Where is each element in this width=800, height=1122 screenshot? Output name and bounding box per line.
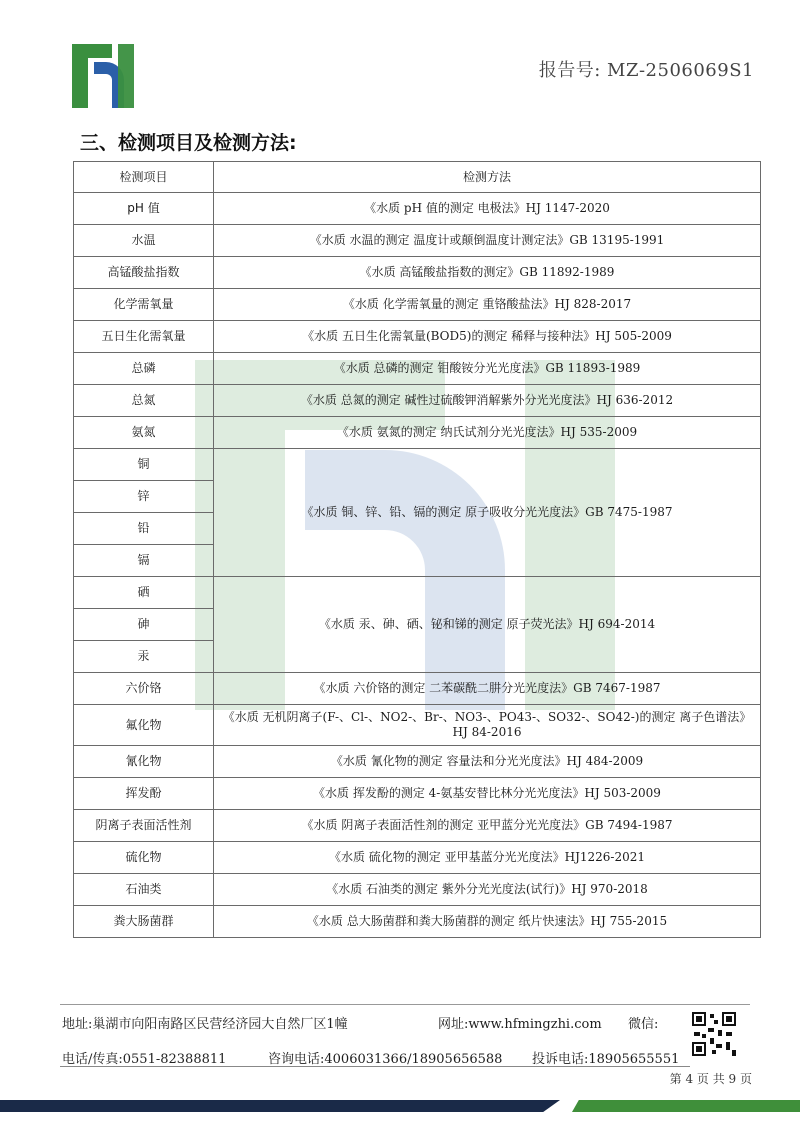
item-cell: 氟化物 [74, 705, 214, 746]
table-row [74, 193, 761, 225]
item-cell: pH 值 [74, 193, 214, 225]
item-cell: 化学需氧量 [74, 289, 214, 321]
footer-divider [60, 1004, 750, 1005]
table-row [74, 673, 761, 705]
item-cell: 硒 [74, 577, 214, 609]
table-row [74, 842, 761, 874]
item-cell: 氨氮 [74, 417, 214, 449]
table-row [74, 746, 761, 778]
header-method: 检测方法 [214, 162, 761, 193]
item-cell: 六价铬 [74, 673, 214, 705]
company-logo [70, 40, 136, 110]
method-cell: 《水质 化学需氧量的测定 重铬酸盐法》HJ 828-2017 [214, 289, 761, 321]
header-item: 检测项目 [74, 162, 214, 193]
item-cell: 挥发酚 [74, 778, 214, 810]
table-row [74, 353, 761, 385]
table-row [74, 906, 761, 938]
item-cell: 铅 [74, 513, 214, 545]
report-number-value: MZ-2506069S1 [607, 60, 754, 81]
item-cell: 总磷 [74, 353, 214, 385]
methods-table [73, 161, 761, 938]
method-cell: 《水质 无机阴离子(F-、Cl-、NO2-、Br-、NO3-、PO43-、SO32-、SO42-)的测定 离子色谱法》HJ 84-2016 [214, 705, 761, 746]
method-cell: 《水质 高锰酸盐指数的测定》GB 11892-1989 [214, 257, 761, 289]
item-cell: 汞 [74, 641, 214, 673]
method-cell: 《水质 总氮的测定 碱性过硫酸钾消解紫外分光光度法》HJ 636-2012 [214, 385, 761, 417]
footer-wechat: 微信: [628, 1017, 659, 1032]
report-number-label: 报告号: [538, 60, 601, 81]
method-cell: 《水质 阴离子表面活性剂的测定 亚甲蓝分光光度法》GB 7494-1987 [214, 810, 761, 842]
item-cell: 砷 [74, 609, 214, 641]
item-cell: 硫化物 [74, 842, 214, 874]
footer-complaint: 投诉电话:18905655551 [532, 1052, 680, 1067]
method-cell: 《水质 硫化物的测定 亚甲基蓝分光光度法》HJ1226-2021 [214, 842, 761, 874]
method-cell: 《水质 水温的测定 温度计或颠倒温度计测定法》GB 13195-1991 [214, 225, 761, 257]
table-row [74, 417, 761, 449]
table-row [74, 289, 761, 321]
table-row [74, 225, 761, 257]
footer-underline [60, 1066, 690, 1067]
item-cell: 阴离子表面活性剂 [74, 810, 214, 842]
qr-code-icon [690, 1010, 738, 1058]
method-cell: 《水质 氰化物的测定 容量法和分光光度法》HJ 484-2009 [214, 746, 761, 778]
method-cell: 《水质 铜、锌、铅、镉的测定 原子吸收分光光度法》GB 7475-1987 [214, 449, 761, 577]
method-cell: 《水质 五日生化需氧量(BOD5)的测定 稀释与接种法》HJ 505-2009 [214, 321, 761, 353]
report-number [539, 56, 754, 82]
method-cell: 《水质 石油类的测定 紫外分光光度法(试行)》HJ 970-2018 [214, 874, 761, 906]
footer-bar-dark [0, 1100, 560, 1112]
table-row [74, 577, 761, 609]
table-header-row [74, 162, 761, 193]
table-row [74, 449, 761, 481]
item-cell: 铜 [74, 449, 214, 481]
table-row [74, 705, 761, 746]
footer-address: 地址:巢湖市向阳南路区民营经济园大自然厂区1幢 [62, 1017, 348, 1032]
method-cell: 《水质 汞、砷、硒、铋和锑的测定 原子荧光法》HJ 694-2014 [214, 577, 761, 673]
footer-consult: 咨询电话:4006031366/18905656588 [268, 1052, 503, 1067]
item-cell: 镉 [74, 545, 214, 577]
table-row [74, 321, 761, 353]
method-cell: 《水质 六价铬的测定 二苯碳酰二肼分光光度法》GB 7467-1987 [214, 673, 761, 705]
method-cell: 《水质 总磷的测定 钼酸铵分光光度法》GB 11893-1989 [214, 353, 761, 385]
item-cell: 总氮 [74, 385, 214, 417]
item-cell: 五日生化需氧量 [74, 321, 214, 353]
table-row [74, 778, 761, 810]
item-cell: 水温 [74, 225, 214, 257]
method-cell: 《水质 氨氮的测定 纳氏试剂分光光度法》HJ 535-2009 [214, 417, 761, 449]
method-cell: 《水质 挥发酚的测定 4-氨基安替比林分光光度法》HJ 503-2009 [214, 778, 761, 810]
table-row [74, 257, 761, 289]
section-title: 三、检测项目及检测方法: [80, 132, 297, 154]
page-number: 第 4 页 共 9 页 [669, 1072, 752, 1086]
table-row [74, 874, 761, 906]
table-row [74, 810, 761, 842]
item-cell: 氰化物 [74, 746, 214, 778]
item-cell: 高锰酸盐指数 [74, 257, 214, 289]
item-cell: 石油类 [74, 874, 214, 906]
footer-phone: 电话/传真:0551-82388811 [62, 1052, 227, 1067]
method-cell: 《水质 pH 值的测定 电极法》HJ 1147-2020 [214, 193, 761, 225]
table-row [74, 385, 761, 417]
method-cell: 《水质 总大肠菌群和粪大肠菌群的测定 纸片快速法》HJ 755-2015 [214, 906, 761, 938]
item-cell: 粪大肠菌群 [74, 906, 214, 938]
item-cell: 锌 [74, 481, 214, 513]
footer-bar-green [572, 1100, 800, 1112]
footer-website[interactable]: 网址:www.hfmingzhi.com [438, 1017, 602, 1032]
